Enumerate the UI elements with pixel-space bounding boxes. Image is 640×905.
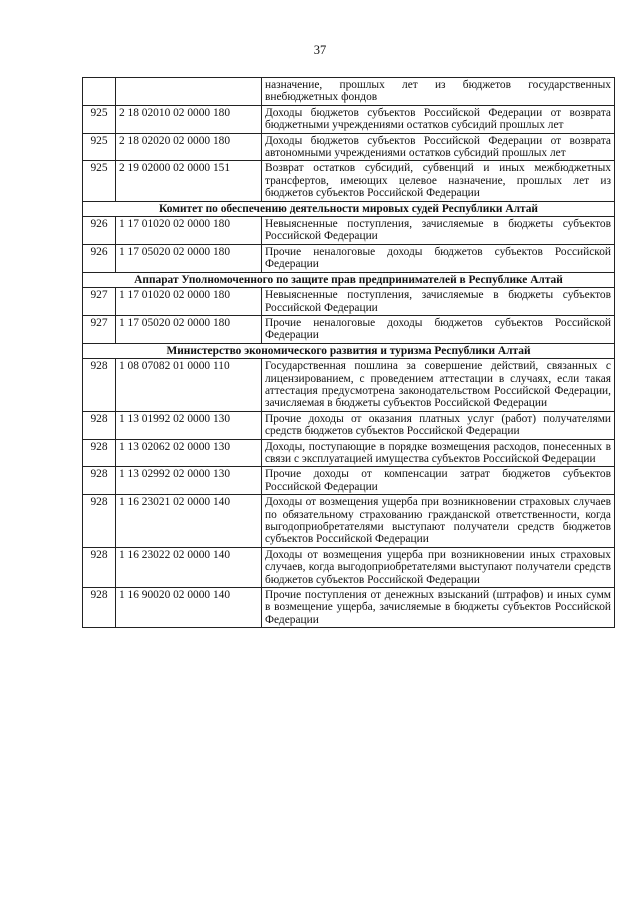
budget-code-cell: 1 13 02062 02 0000 130 <box>116 439 262 467</box>
admin-code-cell: 928 <box>83 359 116 412</box>
description-cell: Прочие доходы от оказания платных услуг (работ) получателями средств бюджетов субъектов Российской Федерации <box>262 411 615 439</box>
admin-code-cell: 928 <box>83 495 116 548</box>
table-row <box>83 161 615 201</box>
page-number: 37 <box>313 43 327 57</box>
section-title: Комитет по обеспечению деятельности мировых судей Республики Алтай <box>83 201 615 216</box>
budget-code-cell: 1 08 07082 01 0000 110 <box>116 359 262 412</box>
budget-code-cell: 1 13 02992 02 0000 130 <box>116 467 262 495</box>
budget-code-cell: 2 19 02000 02 0000 151 <box>116 161 262 201</box>
admin-code-cell: 928 <box>83 547 116 587</box>
description-cell: Возврат остатков субсидий, субвенций и иных межбюджетных трансфертов, имеющих целевое назначение, прошлых лет из бюджетов субъектов Российской Федерации <box>262 161 615 201</box>
admin-code-cell: 927 <box>83 315 116 343</box>
admin-code-cell: 928 <box>83 588 116 628</box>
budget-code-cell: 1 13 01992 02 0000 130 <box>116 411 262 439</box>
description-cell: Прочие доходы от компенсации затрат бюджетов субъектов Российской Федерации <box>262 467 615 495</box>
table-row <box>83 467 615 495</box>
budget-code-cell: 1 17 05020 02 0000 180 <box>116 315 262 343</box>
description-cell: Доходы бюджетов субъектов Российской Федерации от возврата бюджетными учреждениями остатков субсидий прошлых лет <box>262 105 615 133</box>
description-cell: Доходы от возмещения ущерба при возникновении иных страховых случаев, когда выгодоприобретателями выступают получатели средств бюджетов субъектов Российской Федерации <box>262 547 615 587</box>
table-row <box>83 105 615 133</box>
admin-code-cell: 926 <box>83 244 116 272</box>
section-header-row <box>83 201 615 216</box>
table-row <box>83 133 615 161</box>
admin-code-cell: 928 <box>83 439 116 467</box>
admin-code-cell: 927 <box>83 288 116 316</box>
admin-code-cell: 928 <box>83 467 116 495</box>
description-cell: Прочие неналоговые доходы бюджетов субъектов Российской Федерации <box>262 244 615 272</box>
table-row <box>83 495 615 548</box>
admin-code-cell: 925 <box>83 133 116 161</box>
description-cell: Невыясненные поступления, зачисляемые в бюджеты субъектов Российской Федерации <box>262 288 615 316</box>
admin-code-cell: 925 <box>83 161 116 201</box>
budget-code-cell: 2 18 02010 02 0000 180 <box>116 105 262 133</box>
admin-code-cell: 926 <box>83 217 116 245</box>
description-cell: назначение, прошлых лет из бюджетов государственных внебюджетных фондов <box>262 78 615 106</box>
admin-code-cell: 925 <box>83 105 116 133</box>
budget-code-cell: 1 17 01020 02 0000 180 <box>116 217 262 245</box>
table-row <box>83 315 615 343</box>
description-cell: Прочие неналоговые доходы бюджетов субъектов Российской Федерации <box>262 315 615 343</box>
table-row <box>83 217 615 245</box>
description-cell: Невыясненные поступления, зачисляемые в бюджеты субъектов Российской Федерации <box>262 217 615 245</box>
section-title: Министерство экономического развития и туризма Республики Алтай <box>83 343 615 358</box>
section-title: Аппарат Уполномоченного по защите прав предпринимателей в Республике Алтай <box>83 272 615 287</box>
table-row <box>83 244 615 272</box>
table-row <box>83 439 615 467</box>
table-row <box>83 288 615 316</box>
section-header-row <box>83 272 615 287</box>
table-row <box>83 359 615 412</box>
table-row <box>83 588 615 628</box>
budget-code-cell: 1 16 23021 02 0000 140 <box>116 495 262 548</box>
admin-code-cell: 928 <box>83 411 116 439</box>
description-cell: Доходы, поступающие в порядке возмещения расходов, понесенных в связи с эксплуатацией имущества субъектов Российской Федерации <box>262 439 615 467</box>
description-cell: Прочие поступления от денежных взысканий (штрафов) и иных сумм в возмещение ущерба, зачисляемые в бюджеты субъектов Российской Федерации <box>262 588 615 628</box>
revenue-classification-table <box>82 77 615 628</box>
table-row <box>83 411 615 439</box>
description-cell: Доходы от возмещения ущерба при возникновении страховых случаев по обязательному страхованию гражданской ответственности, когда выгодоприобретателями выступают получатели средств бюджетов субъектов Российской Федерации <box>262 495 615 548</box>
admin-code-cell <box>83 78 116 106</box>
budget-code-cell: 2 18 02020 02 0000 180 <box>116 133 262 161</box>
description-cell: Доходы бюджетов субъектов Российской Федерации от возврата автономными учреждениями остатков субсидий прошлых лет <box>262 133 615 161</box>
description-cell: Государственная пошлина за совершение действий, связанных с лицензированием, с проведением аттестации в случаях, если такая аттестация предусмотрена законодательством Российской Федерации, зачисляемая в бюджеты субъектов Российской Федерации <box>262 359 615 412</box>
budget-code-cell: 1 17 01020 02 0000 180 <box>116 288 262 316</box>
section-header-row <box>83 343 615 358</box>
budget-code-cell: 1 17 05020 02 0000 180 <box>116 244 262 272</box>
table-row <box>83 547 615 587</box>
budget-code-cell <box>116 78 262 106</box>
budget-code-cell: 1 16 90020 02 0000 140 <box>116 588 262 628</box>
table-row <box>83 78 615 106</box>
budget-code-cell: 1 16 23022 02 0000 140 <box>116 547 262 587</box>
